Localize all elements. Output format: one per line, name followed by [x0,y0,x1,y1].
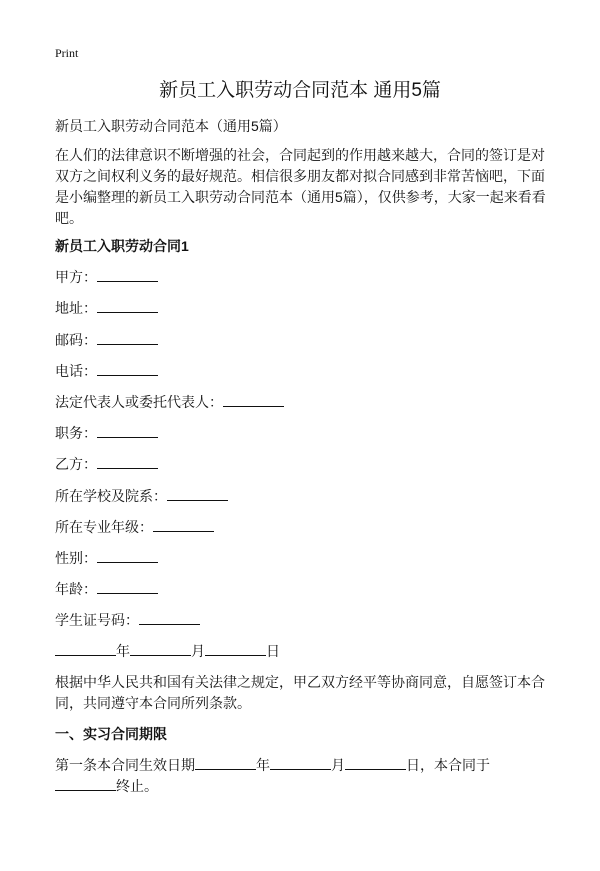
subtitle: 新员工入职劳动合同范本（通用5篇） [55,118,287,134]
form-field-row [55,392,549,413]
clause-1 [55,755,549,797]
field-label: 性别： [55,549,97,566]
clause-year-label: 年 [256,757,270,774]
form-field-row [55,486,549,507]
form-field-row [55,423,549,444]
field-blank[interactable] [97,298,158,313]
form-field-row [55,548,549,569]
preamble-paragraph: 根据中华人民共和国有关法律之规定，甲乙双方经平等协商同意，自愿签订本合同，共同遵守本合同所列条款。 [55,674,545,712]
field-blank[interactable] [153,517,214,532]
field-blank[interactable] [97,361,158,376]
field-blank[interactable] [97,579,158,594]
field-label: 学生证号码： [55,612,139,629]
field-label: 法定代表人或委托代表人： [55,393,223,410]
field-blank[interactable] [97,423,158,438]
field-blank[interactable] [97,454,158,469]
clause-month-label: 月 [331,757,345,774]
field-label: 职务： [55,425,97,442]
start-year-blank[interactable] [195,755,256,770]
clause-day-suffix: 日，本合同于 [406,757,490,774]
form-fields [55,267,549,631]
form-field-row [55,517,549,538]
form-field-row [55,454,549,475]
clause-1-prefix: 第一条本合同生效日期 [55,757,195,774]
start-month-blank[interactable] [270,755,331,770]
field-blank[interactable] [97,548,158,563]
field-blank[interactable] [97,330,158,345]
start-day-blank[interactable] [345,755,406,770]
end-date-blank[interactable] [55,776,116,791]
field-label: 邮码： [55,331,97,348]
clause-1-end: 终止。 [116,778,158,795]
form-field-row [55,579,549,600]
day-blank[interactable] [205,641,266,656]
clause-heading: 一、实习合同期限 [55,726,167,743]
month-label: 月 [191,643,205,660]
form-field-row [55,330,549,351]
field-label: 年龄： [55,581,97,598]
day-label: 日 [266,643,280,660]
field-blank[interactable] [167,486,228,501]
field-blank[interactable] [97,267,158,282]
field-label: 所在专业年级： [55,518,153,535]
print-link[interactable]: Print [55,46,79,60]
form-field-row [55,298,549,319]
date-line [55,641,549,662]
field-blank[interactable] [139,610,200,625]
field-label: 地址： [55,300,97,317]
field-label: 所在学校及院系： [55,487,167,504]
year-label: 年 [116,643,130,660]
form-field-row [55,361,549,382]
form-field-row [55,610,549,631]
year-blank[interactable] [55,641,116,656]
intro-paragraph: 在人们的法律意识不断增强的社会，合同起到的作用越来越大，合同的签订是对双方之间权利义务的最好规范。相信很多朋友都对拟合同感到非常苦恼吧，下面是小编整理的新员工入职劳动合同范本（通用5篇），仅供参考，大家一起来看看吧。 [55,147,546,226]
page-title: 新员工入职劳动合同范本 通用5篇 [159,80,441,101]
field-label: 甲方： [55,269,97,286]
field-label: 电话： [55,362,97,379]
field-label: 乙方： [55,456,97,473]
document-page [0,43,549,797]
month-blank[interactable] [130,641,191,656]
field-blank[interactable] [223,392,284,407]
form-field-row [55,267,549,288]
section-heading: 新员工入职劳动合同1 [55,238,189,254]
